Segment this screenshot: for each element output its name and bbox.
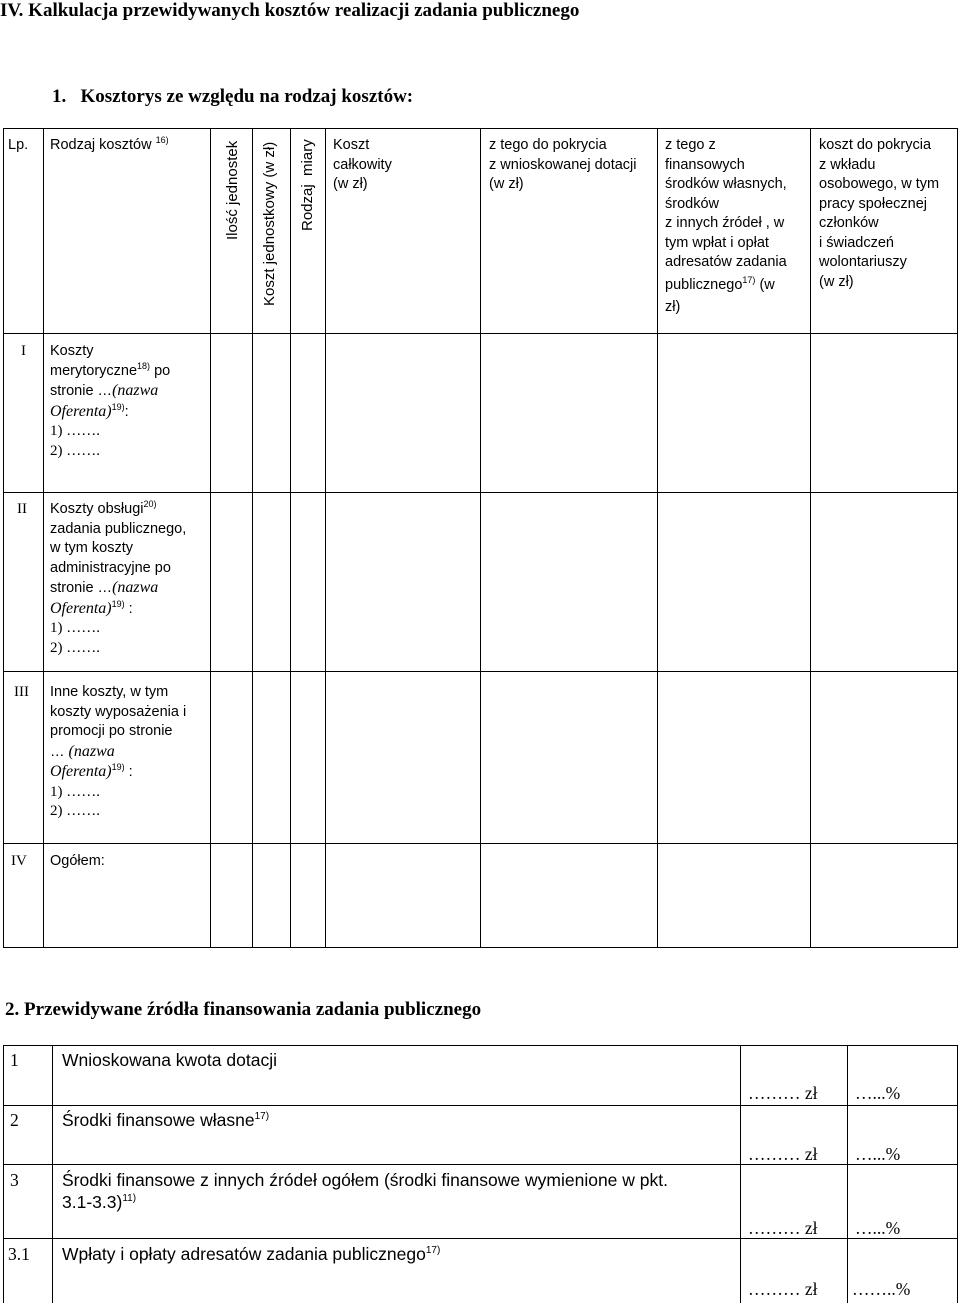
funding-percent: …...%	[855, 1144, 901, 1164]
funding-row-number: 3	[10, 1170, 19, 1190]
section-title: IV. Kalkulacja przewidywanych kosztów realizacji zadania publicznego	[0, 0, 580, 21]
row-lp: III	[14, 684, 29, 700]
header-lp: Lp.	[8, 137, 29, 153]
row-substantive-costs: Koszty merytoryczne$^{18)}$ po stronie …(nazwa Oferenta)$^{19)}$: 1) ……. 2) …….	[50, 343, 171, 459]
funding-amount: ……… zł	[748, 1279, 818, 1299]
row-service-costs: Koszty obsługi$^{20)}$ zadania publicznego, w tym koszty administracyjne po stronie …(nazwa Oferenta)$^{19)}$ : 1) ……. 2) …….	[50, 499, 187, 656]
funding-percent: …...%	[855, 1083, 901, 1103]
funding-row-own-funds: Środki finansowe własne$^{17)}$	[62, 1110, 270, 1130]
subsection-title-cost-estimate: 1. Kosztorys ze względu na rodzaj kosztów:	[52, 86, 414, 107]
funding-row-number: 2	[10, 1110, 19, 1130]
header-in-kind-contribution: koszt do pokrycia z wkładu osobowego, w tym pracy społecznej członków i świadczeń wolontariuszy (w zł)	[819, 137, 940, 290]
funding-percent: ……..%	[852, 1279, 911, 1299]
row-other-costs: Inne koszty, w tym koszty wyposażenia i promocji po stronie … (nazwa Oferenta)$^{19)}$ : 1) ……. 2) …….	[50, 684, 187, 819]
row-lp: I	[21, 343, 26, 359]
row-lp: II	[17, 501, 27, 517]
header-measure-unit: Rodzaj miary	[299, 139, 316, 231]
subsection-title-funding-sources: 2. Przewidywane źródła finansowania zadania publicznego	[5, 999, 482, 1020]
header-grant-coverage: z tego do pokrycia z wnioskowanej dotacji (w zł)	[489, 137, 637, 192]
header-unit-cost: Koszt jednostkowy (w zł)	[261, 141, 278, 306]
funding-amount: ……… zł	[748, 1218, 818, 1238]
funding-amount: ……… zł	[748, 1144, 818, 1164]
funding-row-number: 1	[10, 1050, 19, 1070]
row-total: Ogółem:	[50, 853, 105, 869]
funding-row-recipient-fees: Wpłaty i opłaty adresatów zadania publicznego$^{17)}$	[62, 1244, 441, 1264]
funding-percent: …...%	[855, 1218, 901, 1238]
header-cost-type: Rodzaj kosztów $^{16)}$	[50, 135, 169, 153]
header-own-funds: z tego z finansowych środków własnych, środków z innych źródeł , w tym wpłat i opłat adresatów zadania publicznego$^{17)}$ (w zł)	[665, 137, 787, 315]
row-lp: IV	[11, 853, 27, 869]
header-total-cost: Koszt całkowity (w zł)	[333, 137, 392, 192]
funding-row-number: 3.1	[8, 1244, 30, 1264]
funding-row-other-sources: Środki finansowe z innych źródeł ogółem (środki finansowe wymienione w pkt. 3.1-3.3)$^{11)}$	[62, 1170, 668, 1212]
header-unit-count: Ilość jednostek	[224, 140, 241, 240]
funding-amount: ……… zł	[748, 1083, 818, 1103]
funding-row-grant: Wnioskowana kwota dotacji	[62, 1050, 277, 1070]
